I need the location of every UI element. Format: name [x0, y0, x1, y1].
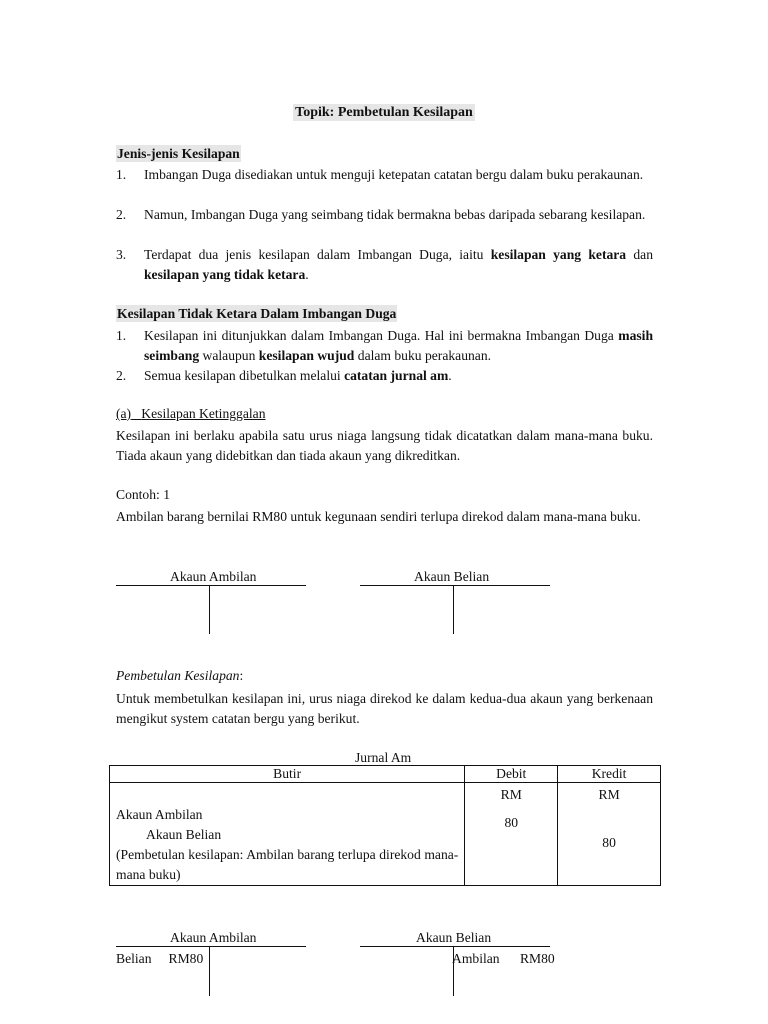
journal-entry-row	[110, 783, 661, 886]
debit-amount: 80	[504, 815, 519, 830]
credit-account: Akaun Belian	[146, 827, 222, 842]
list-item: 1. Imbangan Duga disediakan untuk menguji ketepatan catatan bergu dalam buku perakaunan.	[116, 167, 644, 182]
t-account-title-belian: Akaun Belian	[414, 569, 490, 584]
t-account-line	[116, 585, 306, 586]
narration: (Pembetulan kesilapan: Ambilan barang terlupa direkod mana-mana buku)	[116, 847, 459, 882]
t-account-divider	[453, 585, 454, 634]
journal-title: Jurnal Am	[355, 750, 412, 765]
header-butir: Butir	[110, 766, 465, 783]
journal-table	[109, 765, 661, 886]
t-entry-belian: Belian RM80	[116, 951, 204, 966]
journal-header-row	[110, 766, 661, 783]
list-item: 1. Kesilapan ini ditunjukkan dalam Imbangan Duga. Hal ini bermakna Imbangan Duga masih seimbang walaupun kesilapan wujud dalam buku perakaunan.	[116, 328, 653, 363]
t-account-title-ambilan-2: Akaun Ambilan	[170, 930, 257, 945]
header-kredit: Kredit	[558, 766, 661, 783]
subsection-heading: (a) Kesilapan Ketinggalan	[116, 406, 266, 421]
header-debit: Debit	[465, 766, 558, 783]
section-heading-jenis: Jenis-jenis Kesilapan	[117, 146, 240, 161]
credit-amount: 80	[602, 835, 616, 850]
credit-currency: RM	[598, 787, 620, 802]
correction-heading: Pembetulan Kesilapan:	[116, 668, 244, 683]
debit-currency: RM	[500, 787, 522, 802]
example-label: Contoh: 1	[116, 487, 171, 502]
t-account-divider	[209, 585, 210, 634]
t-account-line	[360, 585, 550, 586]
list-item: 2. Semua kesilapan dibetulkan melalui catatan jurnal am.	[116, 368, 452, 383]
section-heading-tidak-ketara: Kesilapan Tidak Ketara Dalam Imbangan Duga	[117, 306, 397, 321]
t-account-divider	[209, 946, 210, 996]
list-item: 2. Namun, Imbangan Duga yang seimbang tidak bermakna bebas daripada sebarang kesilapan.	[116, 207, 646, 222]
t-account-line	[360, 946, 550, 947]
example-text: Ambilan barang bernilai RM80 untuk kegunaan sendiri terlupa direkod dalam mana-mana buku.	[116, 509, 641, 524]
t-entry-ambilan: Ambilan RM80	[452, 951, 555, 966]
correction-text: Untuk membetulkan kesilapan ini, urus niaga direkod ke dalam kedua-dua akaun yang berkenaan mengikut system catatan bergu yang berikut.	[116, 691, 653, 726]
page-title: Topik: Pembetulan Kesilapan	[295, 105, 473, 120]
t-account-title-belian-2: Akaun Belian	[416, 930, 492, 945]
t-account-line	[116, 946, 306, 947]
debit-account: Akaun Ambilan	[116, 807, 203, 822]
list-item: 3. Terdapat dua jenis kesilapan dalam Imbangan Duga, iaitu kesilapan yang ketara dan kesilapan yang tidak ketara.	[116, 247, 654, 282]
t-account-title-ambilan: Akaun Ambilan	[170, 569, 257, 584]
subsection-description: Kesilapan ini berlaku apabila satu urus niaga langsung tidak dicatatkan dalam mana-mana buku. Tiada akaun yang didebitkan dan tiada akaun yang dikreditkan.	[116, 428, 653, 463]
